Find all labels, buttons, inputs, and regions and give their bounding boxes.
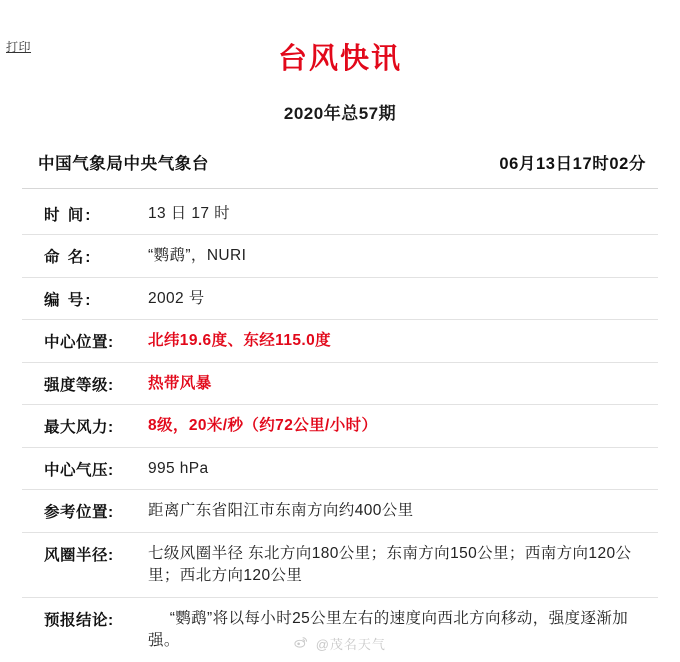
issuer-name: 中国气象局中央气象台 <box>38 155 209 173</box>
table-row <box>22 490 658 532</box>
row-label: 强度等级: <box>44 376 114 394</box>
row-label: 时 间: <box>44 207 93 224</box>
table-row <box>22 448 658 490</box>
table-row <box>22 235 658 277</box>
row-value: 热带风暴 <box>148 374 212 392</box>
watermark-text: @茂名天气 <box>315 637 386 652</box>
bulletin-meta <box>0 150 680 174</box>
bulletin-table <box>22 189 658 662</box>
row-label: 命 名: <box>44 249 93 267</box>
row-value: 北纬19.6度、东经115.0度 <box>148 332 332 350</box>
row-label: 参考位置: <box>44 504 114 522</box>
row-label: 最大风力: <box>44 419 114 437</box>
row-value: “鹦鹉”将以每小时25公里左右的速度向西北方向移动，强度逐渐加强。 <box>148 609 629 650</box>
issue-datetime: 06月13日17时02分 <box>499 155 646 173</box>
row-label: 中心位置: <box>44 334 114 352</box>
table-row <box>22 193 658 235</box>
typhoon-bulletin-page <box>0 36 680 659</box>
row-value: 七级风圈半径 东北方向180公里；东南方向150公里；西南方向120公里；西北方向120公里 <box>148 544 632 585</box>
page-title: 台风快讯 <box>277 43 402 75</box>
weibo-icon <box>294 636 307 652</box>
row-value: 距离广东省阳江市东南方向约400公里 <box>148 502 414 520</box>
row-label: 编 号: <box>44 291 93 309</box>
row-value: 8级，20米/秒（约72公里/小时） <box>148 417 378 435</box>
row-value: 13 日 17 时 <box>148 205 231 222</box>
row-label: 风圈半径: <box>44 546 114 564</box>
row-label: 中心气压: <box>44 461 114 479</box>
table-row <box>22 320 658 362</box>
watermark <box>294 634 386 653</box>
table-row <box>22 278 658 320</box>
row-value: “鹦鹉”，NURI <box>148 247 247 265</box>
table-row <box>22 405 658 447</box>
issue-number: 2020年总57期 <box>283 104 397 123</box>
row-label: 预报结论: <box>44 611 114 629</box>
print-link[interactable]: 打印 <box>6 40 32 54</box>
row-value: 995 hPa <box>148 459 209 477</box>
table-row <box>22 363 658 405</box>
row-value: 2002 号 <box>148 289 205 307</box>
table-row <box>22 533 658 598</box>
